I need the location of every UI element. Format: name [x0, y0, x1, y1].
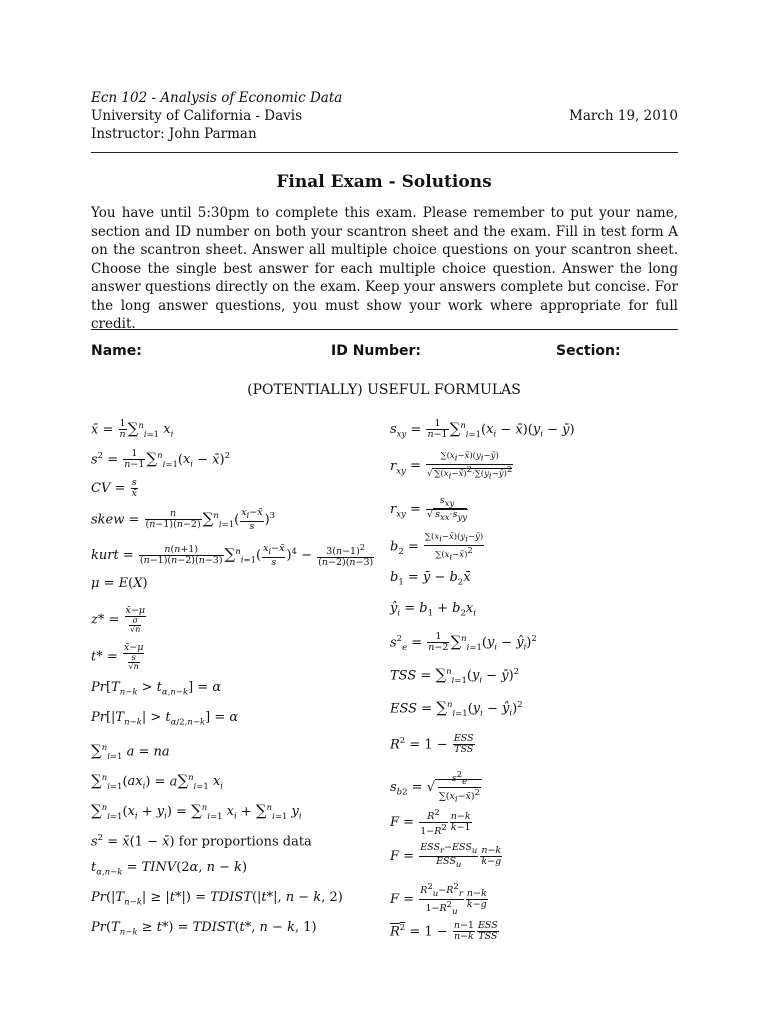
formula-correlation-long: $r_{xy}$ = $\frac{\sum(x_i-x̄)(y_i-ȳ)}{√ \sum(x_i-x̄)^2\cdot\sum(y_i-ȳ)^2}$ — [390, 451, 513, 482]
formula-pr-one-tail: $Pr[T_{n-k} > t_{\alpha,n-k}] = \alpha$ — [91, 680, 222, 698]
formula-tdist-one-tail: $Pr(T_{n-k} \ge t*)$ = TDIST(t*, n − k, 1) — [91, 920, 317, 938]
instructions-divider — [91, 329, 678, 330]
formula-pr-two-tail: $Pr[|T_{n-k}| > t_{\alpha/2,n-k}] = \alpha$ — [91, 710, 239, 728]
formulas-heading: (POTENTIALLY) USEFUL FORMULAS — [247, 382, 521, 398]
exam-date: March 19, 2010 — [569, 108, 678, 124]
name-field-label: Name: — [91, 343, 142, 359]
formula-cv: CV = $\frac{s}{x̄}$ — [91, 477, 137, 499]
formula-r-squared: $R^2 = 1$ − $\frac{\text{ESS}}{\text{TSS}}$ — [390, 733, 474, 756]
page-title: Final Exam - Solutions — [276, 172, 492, 192]
formula-sum-constant: ∑$^n_{i=1}$ a = na — [91, 741, 170, 762]
formula-variance: $s^2$ = $\frac{1}{n-1}$ $\sum^n_{i=1}(x_i$ − x̄)$^2$ — [91, 448, 231, 471]
exam-instructions: You have until 5:30pm to complete this exam. Please remember to put your name, section and ID number on both your scantron sheet and the exam. Fill in test form A on the scantron sheet. Answer all multiple choice questions on your scantron sheet. Choose the single best answer for each multiple choice question. Answer the long answer questions directly on the exam. Keep your answers complete but concise. For the long answer questions, you must show your work where appropriate for full credit. — [91, 205, 678, 332]
formula-tss: TSS = $\sum^n_{i=1}(y_i$ − ȳ)$^2$ — [390, 665, 520, 686]
formula-y-hat: $ŷ_i = b_1 + b_2x_i$ — [390, 601, 476, 619]
instructor-name: Instructor: John Parman — [91, 126, 257, 142]
formula-covariance: $s_{xy}$ = $\frac{1}{n-1}$ $\sum^n_{i=1}(x_i$ − $x̄)(y_i$ − ȳ) — [390, 418, 575, 441]
formula-sum-additive: $\sum^n_{i=1}(x_i + y_i) = \sum^n_{i=1}$ $x_i + \sum^n_{i=1}$ $y_i$ — [91, 801, 302, 822]
section-field-label: Section: — [556, 343, 621, 359]
formula-tinv: $t_{\alpha,n-k}$ = TINV(2α, n − k) — [91, 860, 248, 878]
formula-ess: ESS = $\sum^n_{i=1}(y_i$ − $ŷ_i)^2$ — [390, 698, 523, 719]
formula-mean: x̄ = $\frac{1}{n}$ ∑$^n_{i=1}$ $x_i$ — [91, 418, 174, 441]
formula-sb2: $s_{b2}$ = √ $\frac{s^2_e}{\sum(x_i-x̄)^2}$ — [390, 770, 481, 806]
formula-f-r-squared: F = $\frac{R^2}{1-R^2}$ $\frac{n-k}{k-1}$ — [390, 808, 471, 838]
formula-kurt: kurt = $\frac{n(n+1)}{(n-1)(n-2)(n-3)}$ ∑$^n_{i=1}$( $\frac{x_i-x̄}{s}$ )$^4$ − $\frac{3(n-1)^2}{(n-2)(n-3)}$ — [91, 542, 374, 569]
id-number-field-label: ID Number: — [331, 343, 421, 359]
formula-proportion-variance: $s^2$ = x̄(1 − x̄) for proportions data — [91, 833, 312, 850]
university-name: University of California - Davis — [91, 108, 303, 124]
formula-correlation-short: $r_{xy}$ = $\frac{s_{xy}}{√ s_{xx}\cdot s_{yy}}$ — [390, 495, 468, 523]
header-divider — [91, 152, 678, 153]
formula-z-star: z* = $\frac{x̄-\mu}{\frac{\sigma}{√n}}$ — [91, 605, 146, 634]
formula-b2: $b_2$ = $\frac{\sum(x_i-x̄)(y_i-ȳ)}{\sum(x_i-x̄)^2}$ — [390, 532, 484, 563]
formula-se-squared: $s^2_e$ = $\frac{1}{n-2}$ $\sum^n_{i=1}(y_i$ − $ŷ_i)^2$ — [390, 631, 537, 654]
formula-sum-scalar: $\sum^n_{i=1}(ax_i) = a\sum^n_{i=1}$ $x_i$ — [91, 771, 223, 792]
course-title: Ecn 102 - Analysis of Economic Data — [91, 90, 343, 106]
formula-f-ess: F = $\frac{ESS_r-ESS_u}{ESS_u}$ $\frac{n-k}{k-g}$ — [390, 842, 502, 870]
formula-skew: skew = $\frac{n}{(n-1)(n-2)}$ ∑$^n_{i=1}$( $\frac{x_i-x̄}{s}$ )$^3$ — [91, 507, 276, 532]
formula-t-star: t* = $\frac{x̄-\mu}{\frac{s}{√n}}$ — [91, 642, 144, 671]
formula-f-r2-restricted: F = $\frac{R^2_u-R^2_r}{1-R^2_u}$ $\frac{n-k}{k-g}$ — [390, 882, 487, 918]
formula-b1: $b_1$ = ȳ − $b_2x̄$ — [390, 570, 471, 588]
formula-mu: μ = E(X) — [91, 576, 148, 591]
formula-adjusted-r-squared: $\overline{R}^2 = 1$ − $\frac{n-1}{n-k}$ $\frac{\text{ESS}}{\text{TSS}}$ — [390, 920, 498, 943]
formula-tdist-two-tail: $Pr(|T_{n-k}| \ge |t*|)$ = TDIST(|t*|, n − k, 2) — [91, 890, 343, 908]
